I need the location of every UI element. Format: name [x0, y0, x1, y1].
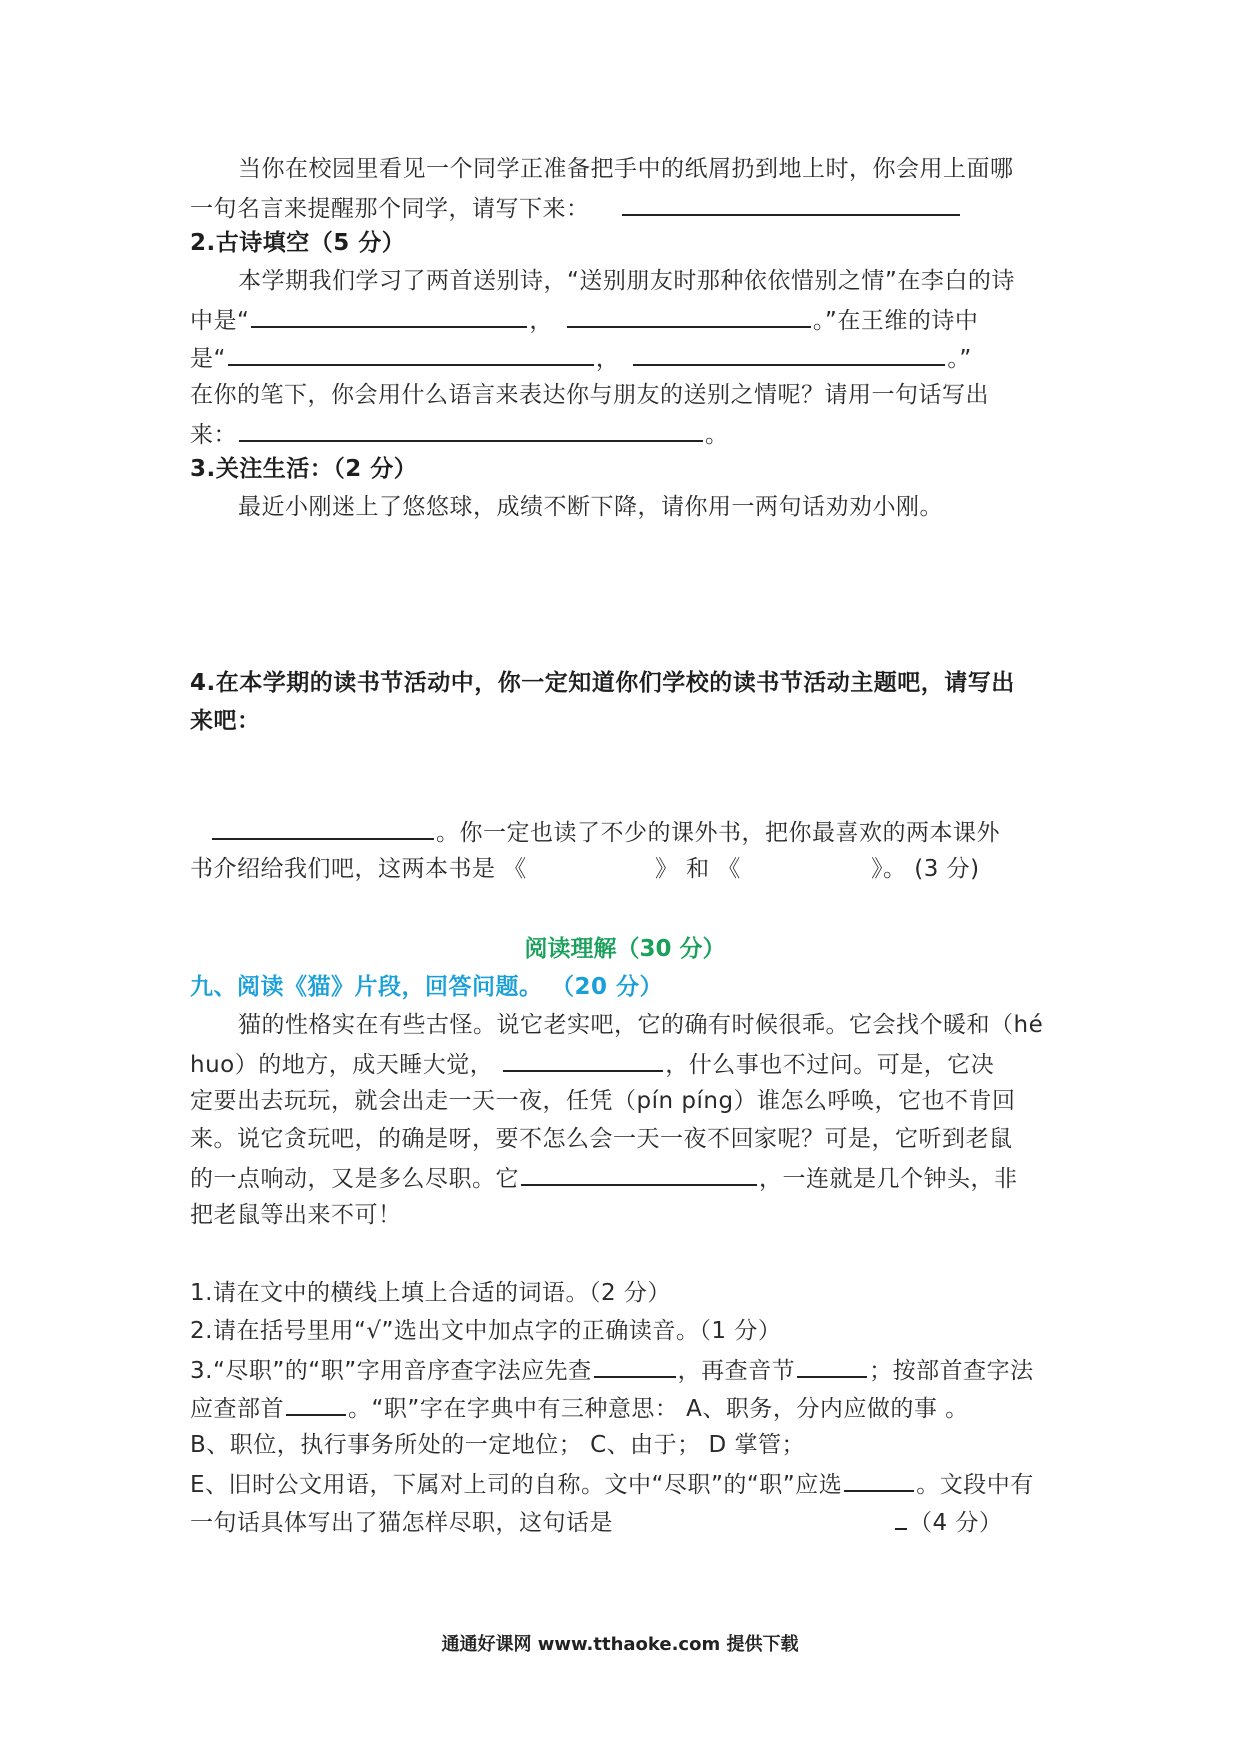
text-line: 来。说它贪玩吧，的确是呀，要不怎么会一天一夜不回家呢？可是，它听到老鼠: [190, 1126, 1013, 1152]
footer-credit: 通通好课网 www.tthaoke.com 提供下载: [441, 1634, 799, 1655]
text-line: 当你在校园里看见一个同学正准备把手中的纸屑扔到地上时，你会用上面哪: [238, 156, 1014, 182]
answer-blank: [212, 812, 434, 840]
text-line: 的一点响动，又是多么尽职。它 ，一连就是几个钟头，非: [190, 1158, 1060, 1196]
question-2-title: 2.古诗填空（5 分）: [190, 230, 406, 256]
question-9-title: 九、阅读《猫》片段，回答问题。 （20 分）: [190, 974, 664, 1000]
text-line: 书介绍给我们吧，这两本书是 《 》 和 《 》。 (3 分): [190, 856, 980, 882]
text-line: E、旧时公文用语，下属对上司的自称。文中“尽职”的“职”应选 。文段中有: [190, 1464, 1060, 1502]
text-line: 一句名言来提醒那个同学，请写下来：: [190, 188, 1060, 226]
text-line: huo）的地方，成天睡大觉， ，什么事也不过问。可是，它决: [190, 1044, 1060, 1082]
text-line: 2.请在括号里用“√”选出文中加点字的正确读音。（1 分）: [190, 1318, 782, 1344]
question-4-title: 4.在本学期的读书节活动中，你一定知道你们学校的读书节活动主题吧，请写出: [190, 670, 1015, 696]
text-line: 猫的性格实在有些古怪。说它老实吧，它的确有时候很乖。它会找个暖和（hé: [238, 1012, 1044, 1038]
answer-blank: [622, 188, 960, 216]
text-line: 是“ ， 。”: [190, 338, 1060, 376]
answer-blank: [503, 1044, 663, 1072]
answer-blank: [228, 338, 594, 366]
text-line: 中是“ ， 。”在王维的诗中: [190, 300, 1060, 338]
text-line: 最近小刚迷上了悠悠球，成绩不断下降，请你用一两句话劝劝小刚。: [238, 494, 943, 520]
answer-blank: [239, 414, 703, 442]
answer-blank: [567, 300, 811, 328]
answer-blank: [251, 300, 527, 328]
answer-blank: [797, 1350, 867, 1378]
text-line: 在你的笔下，你会用什么语言来表达你与朋友的送别之情呢？请用一句话写出: [190, 382, 989, 408]
text-line: 应查部首 。“职”字在字典中有三种意思： A、职务，分内应做的事 。: [190, 1388, 1060, 1426]
text-line: 来吧：: [190, 708, 261, 734]
text-line: 一句话具体写出了猫怎样尽职，这句话是 （4 分）: [190, 1502, 1060, 1540]
answer-blank: [521, 1158, 757, 1186]
answer-blank: [844, 1464, 914, 1492]
text-line: 。你一定也读了不少的课外书，把你最喜欢的两本课外: [190, 812, 1060, 850]
section-title: 阅读理解（30 分）: [524, 936, 726, 962]
text-line: 3.“尽职”的“职”字用音序查字法应先查 ，再查音节 ；按部首查字法: [190, 1350, 1060, 1388]
question-3-title: 3.关注生活：（2 分）: [190, 456, 418, 482]
text-line: 定要出去玩玩，就会出走一天一夜，任凭（pín píng）谁怎么呼唤，它也不肯回: [190, 1088, 1016, 1114]
answer-blank: [286, 1388, 346, 1416]
text-line: 来： 。: [190, 414, 1060, 452]
text-line: 1.请在文中的横线上填上合适的词语。（2 分）: [190, 1280, 671, 1306]
text-line: 本学期我们学习了两首送别诗，“送别朋友时那种依依惜别之情”在李白的诗: [238, 268, 1015, 294]
answer-blank: [633, 338, 945, 366]
text-line: 把老鼠等出来不可！: [190, 1202, 402, 1228]
text-line: B、职位，执行事务所处的一定地位； C、由于； D 掌管；: [190, 1432, 805, 1458]
answer-blank: [594, 1350, 676, 1378]
answer-blank: [895, 1502, 907, 1530]
